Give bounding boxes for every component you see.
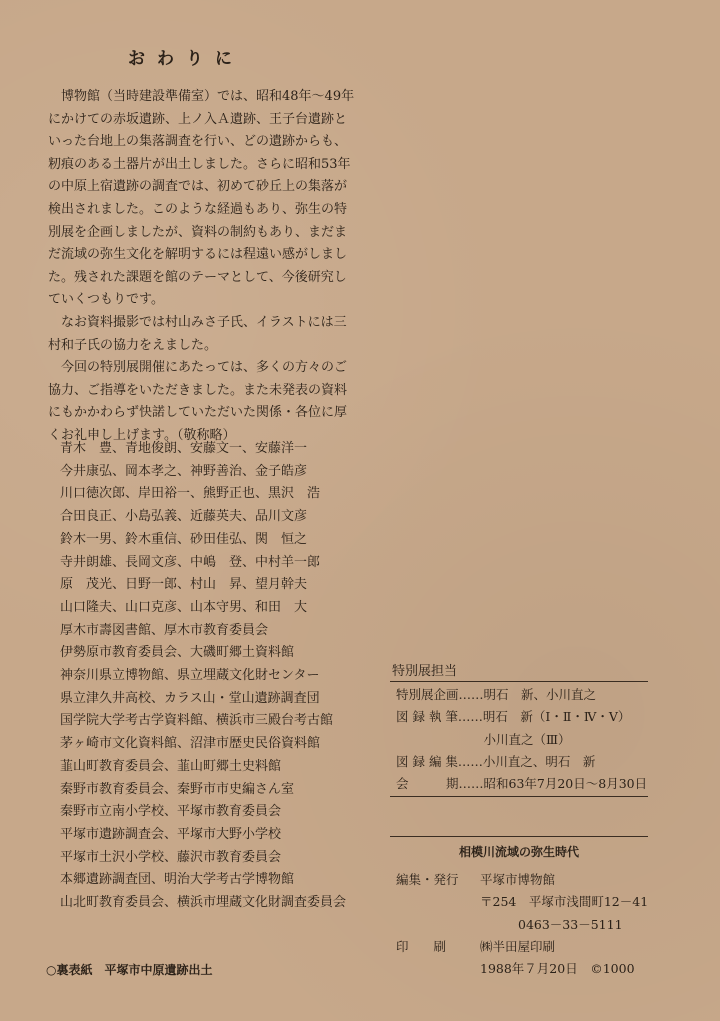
acknowledgement-line: 秦野市立南小学校、平塚市教育委員会 <box>60 804 282 820</box>
acknowledgement-line: 平塚市土沢小学校、藤沢市教育委員会 <box>60 849 282 865</box>
staff-line: 会 期……昭和63年7月20日～8月30日 <box>396 776 648 792</box>
page-title: おわりに <box>128 49 244 69</box>
acknowledgement-line: 山北町教育委員会、横浜市埋蔵文化財調査委員会 <box>60 895 347 911</box>
staff-list <box>396 684 656 795</box>
publisher-label: 編集・発行 <box>396 872 459 887</box>
staff-line: 小川直之（Ⅲ） <box>396 731 571 747</box>
acknowledgement-line: 茅ヶ崎市文化資料館、沼津市歴史民俗資料館 <box>60 736 321 752</box>
acknowledgement-line: 厚木市壽図書館、厚木市教育委員会 <box>60 622 269 638</box>
publication-date: 1988年７月20日 ©1000 <box>480 961 635 977</box>
staff-line: 特別展企画……明石 新、小川直之 <box>396 687 597 702</box>
staff-line: 図 録 編 集……小川直之、明石 新 <box>396 753 596 769</box>
staff-heading: 特別展担当 <box>392 664 458 679</box>
acknowledgement-line: 川口徳次郎、岸田裕一、熊野正也、黒沢 浩 <box>60 486 321 502</box>
acknowledgement-line: 伊勢原市教育委員会、大磯町郷土資料館 <box>60 645 295 661</box>
afterword-body <box>48 86 356 448</box>
book-title: 相模川流域の弥生時代 <box>458 845 579 859</box>
acknowledgement-line: 寺井朗雄、長岡文彦、中嶋 登、中村羊一郎 <box>60 554 321 570</box>
printer-name: ㈱半田屋印刷 <box>480 938 556 954</box>
acknowledgement-line: 原 茂光、日野一郎、村山 昇、望月幹夫 <box>60 577 308 593</box>
acknowledgement-line: 鈴木一男、鈴木重信、砂田佳弘、関 恒之 <box>60 531 308 547</box>
afterword-paragraph: なお資料撮影では村山みさ子氏、イラストには三村和子氏の協力をえました。 <box>48 314 347 353</box>
acknowledgement-line: 県立津久井高校、カラス山・堂山遺跡調査団 <box>60 690 320 706</box>
publisher-address: 〒254 平塚市浅間町12－41 <box>480 894 649 910</box>
divider <box>390 796 648 797</box>
acknowledgement-line: 今井康弘、岡本孝之、神野善治、金子皓彦 <box>60 463 308 479</box>
publisher-phone: 0463－33－5111 <box>518 916 623 932</box>
acknowledgement-line: 平塚市遺跡調査会、平塚市大野小学校 <box>60 826 282 842</box>
printer-label: 印 刷 <box>396 938 447 954</box>
acknowledgement-line: 山口隆夫、山口克彦、山本守男、和田 大 <box>60 599 308 615</box>
afterword-paragraph: 今回の特別展開催にあたっては、多くの方々のご協力、ご指導をいただきました。また未発表の資料にもかかわらず快諾していただいた関係・各位に厚くお礼申し上げます。（敬称略） <box>48 360 348 443</box>
acknowledgement-line: 合田良正、小島弘義、近藤英夫、品川文彦 <box>60 509 308 525</box>
divider <box>390 836 648 837</box>
acknowledgement-line: 国学院大学考古学資料館、横浜市三殿台考古館 <box>60 713 334 729</box>
acknowledgement-line: 青木 豊、青地俊朗、安藤文一、安藤洋一 <box>60 441 308 456</box>
acknowledgement-line: 秦野市教育委員会、秦野市市史編さん室 <box>60 781 295 797</box>
staff-line: 図 録 執 筆……明石 新（Ⅰ・Ⅱ・Ⅳ・Ⅴ） <box>396 709 631 725</box>
colophon <box>396 869 656 980</box>
divider <box>390 681 648 682</box>
acknowledgement-line: 韮山町教育委員会、韮山町郷土史料館 <box>60 758 282 774</box>
acknowledgement-list <box>60 438 360 915</box>
cover-caption: ○裏表紙 平塚市中原遺跡出土 <box>46 963 213 977</box>
publisher-name: 平塚市博物館 <box>480 872 556 887</box>
acknowledgement-line: 神奈川県立博物館、県立埋蔵文化財センター <box>60 668 320 684</box>
afterword-paragraph: 博物館（当時建設準備室）では、昭和48年～49年にかけての赤坂遺跡、上ノ入Ａ遺跡、王子台遺跡といった台地上の集落調査を行い、どの遺跡からも、籾痕のある土器片が出土しました。さらに昭和53年の中原上宿遺跡の調査では、初めて砂丘上の集落が検出されました。このような経過もあり、弥生の特別展を企画しましたが、資料の制約もあり、まだまだ流域の弥生文化を解明するには程遠い感がしました。残された課題を館のテーマとして、今後研究していくつもりです。 <box>48 89 355 308</box>
acknowledgement-line: 本郷遺跡調査団、明治大学考古学博物館 <box>60 872 295 888</box>
